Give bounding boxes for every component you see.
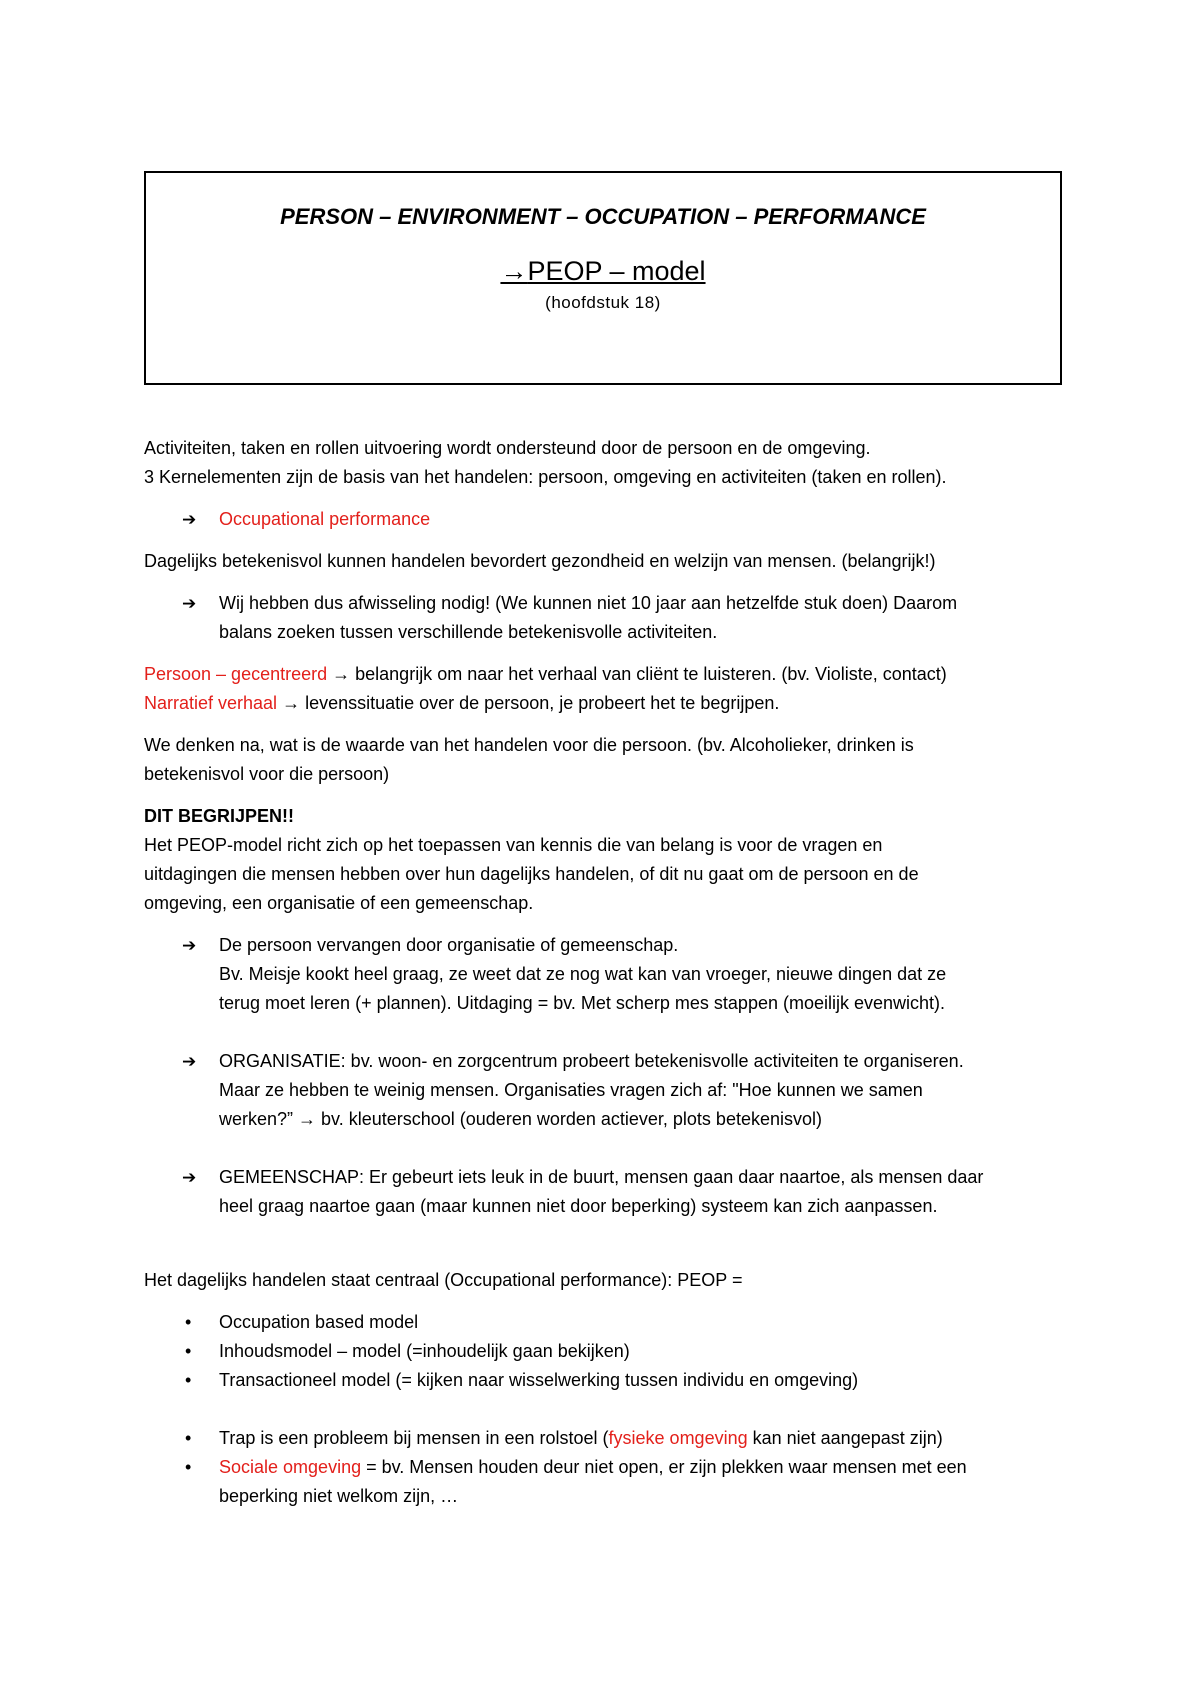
small-arrow-icon: → — [332, 664, 351, 684]
arrow-icon: ➔ — [182, 594, 197, 613]
narrative-text: levenssituatie over de persoon, je probeert het te begrijpen. — [300, 693, 780, 713]
title-box — [144, 171, 1062, 385]
organisation-line-2: Maar ze hebben te weinig mensen. Organisaties vragen zich af: "Hoe kunnen we samen — [219, 1080, 923, 1100]
stairs-post: kan niet aangepast zijn) — [747, 1428, 943, 1448]
bullet-icon: • — [185, 1457, 192, 1477]
community-line-2: heel graag naartoe gaan (maar kunnen niet door beperking) systeem kan zich aanpassen. — [219, 1196, 938, 1216]
organisation-line-3 — [219, 1105, 1074, 1134]
small-arrow-icon: → — [298, 1109, 317, 1129]
list-item — [144, 1308, 1074, 1337]
replace-line-2: Bv. Meisje kookt heel graag, ze weet dat ze nog wat kan van vroeger, nieuwe dingen dat ze — [219, 964, 947, 984]
replace-line-1: De persoon vervangen door organisatie of gemeenschap. — [219, 935, 679, 955]
arrow-icon: ➔ — [182, 1168, 197, 1187]
understand-heading: DIT BEGRIJPEN!! — [144, 806, 295, 826]
small-arrow-icon: → — [282, 693, 301, 713]
arrow-icon: ➔ — [182, 510, 197, 529]
stairs-red: fysieke omgeving — [608, 1428, 748, 1448]
bullet-icon: • — [185, 1428, 192, 1448]
arrow-icon: → — [500, 256, 528, 286]
social-post: = bv. Mensen houden deur niet open, er zijn plekken waar mensen met een — [361, 1457, 967, 1477]
list-item — [144, 1424, 1074, 1453]
bullet-icon: • — [185, 1312, 192, 1332]
arrow-item-occupational-performance — [144, 505, 1074, 534]
narrative-line — [144, 689, 1074, 718]
list-item — [144, 1366, 1074, 1395]
community-line-1: GEMEENSCHAP: Er gebeurt iets leuk in de buurt, mensen gaan daar naartoe, als mensen daar — [219, 1167, 984, 1187]
bullet-icon: • — [185, 1370, 192, 1390]
organisation-line-3a: werken?” — [219, 1109, 294, 1129]
subtitle — [146, 256, 1060, 287]
intro-line-2: 3 Kernelementen zijn de basis van het handelen: persoon, omgeving en activiteiten (taken en rollen). — [144, 467, 947, 487]
list-item-text: Transactioneel model (= kijken naar wisselwerking tussen individu en omgeving) — [219, 1370, 859, 1390]
spacer — [144, 1221, 1074, 1250]
list-item — [144, 1337, 1074, 1366]
occupational-performance-label: Occupational performance — [219, 509, 431, 529]
person-centered-label: Persoon – gecentreerd — [144, 664, 328, 684]
document-body — [144, 434, 1074, 1511]
page-title: PERSON – ENVIRONMENT – OCCUPATION – PERFORMANCE — [280, 204, 926, 229]
environment-list — [144, 1424, 1074, 1511]
variation-line-1: Wij hebben dus afwisseling nodig! (We kunnen niet 10 jaar aan hetzelfde stuk doen) Daarom — [219, 593, 958, 613]
social-red: Sociale omgeving — [219, 1457, 362, 1477]
list-item — [144, 1453, 1074, 1511]
arrow-item-community — [144, 1163, 1074, 1221]
central-line: Het dagelijks handelen staat centraal (Occupational performance): PEOP = — [144, 1270, 743, 1290]
value-line-2: betekenisvol voor die persoon) — [144, 764, 390, 784]
understand-line-3: omgeving, een organisatie of een gemeenschap. — [144, 893, 534, 913]
arrow-item-replace — [144, 931, 1074, 1018]
stairs-pre: Trap is een probleem bij mensen in een rolstoel ( — [219, 1428, 609, 1448]
intro-line-1: Activiteiten, taken en rollen uitvoering wordt ondersteund door de persoon en de omgeving. — [144, 438, 871, 458]
organisation-line-3b: bv. kleuterschool (ouderen worden actiever, plots betekenisvol) — [316, 1109, 822, 1129]
subtitle-text: PEOP – model — [527, 256, 706, 286]
social-line-2: beperking niet welkom zijn, … — [219, 1486, 459, 1506]
model-list — [144, 1308, 1074, 1395]
arrow-icon: ➔ — [182, 936, 197, 955]
person-centered-line — [144, 660, 1074, 689]
arrow-item-variation — [144, 589, 1074, 647]
narrative-label: Narratief verhaal — [144, 693, 278, 713]
value-line-1: We denken na, wat is de waarde van het handelen voor die persoon. (bv. Alcoholieker, drinken is — [144, 735, 914, 755]
list-item-text: Occupation based model — [219, 1312, 419, 1332]
arrow-icon: ➔ — [182, 1052, 197, 1071]
bullet-icon: • — [185, 1341, 192, 1361]
person-centered-text: belangrijk om naar het verhaal van cliënt te luisteren. (bv. Violiste, contact) — [350, 664, 947, 684]
chapter-label: (hoofdstuk 18) — [545, 293, 661, 312]
replace-line-3: terug moet leren (+ plannen). Uitdaging = bv. Met scherp mes stappen (moeilijk evenwicht). — [219, 993, 946, 1013]
daily-paragraph: Dagelijks betekenisvol kunnen handelen bevordert gezondheid en welzijn van mensen. (belangrijk!) — [144, 551, 936, 571]
list-item-text: Inhoudsmodel – model (=inhoudelijk gaan bekijken) — [219, 1341, 630, 1361]
organisation-line-1: ORGANISATIE: bv. woon- en zorgcentrum probeert betekenisvolle activiteiten te organiseren. — [219, 1051, 964, 1071]
variation-line-2: balans zoeken tussen verschillende betekenisvolle activiteiten. — [219, 622, 718, 642]
understand-line-2: uitdagingen die mensen hebben over hun dagelijks handelen, of dit nu gaat om de persoon en de — [144, 864, 919, 884]
understand-line-1: Het PEOP-model richt zich op het toepassen van kennis die van belang is voor de vragen en — [144, 835, 883, 855]
arrow-item-organisation — [144, 1047, 1074, 1134]
